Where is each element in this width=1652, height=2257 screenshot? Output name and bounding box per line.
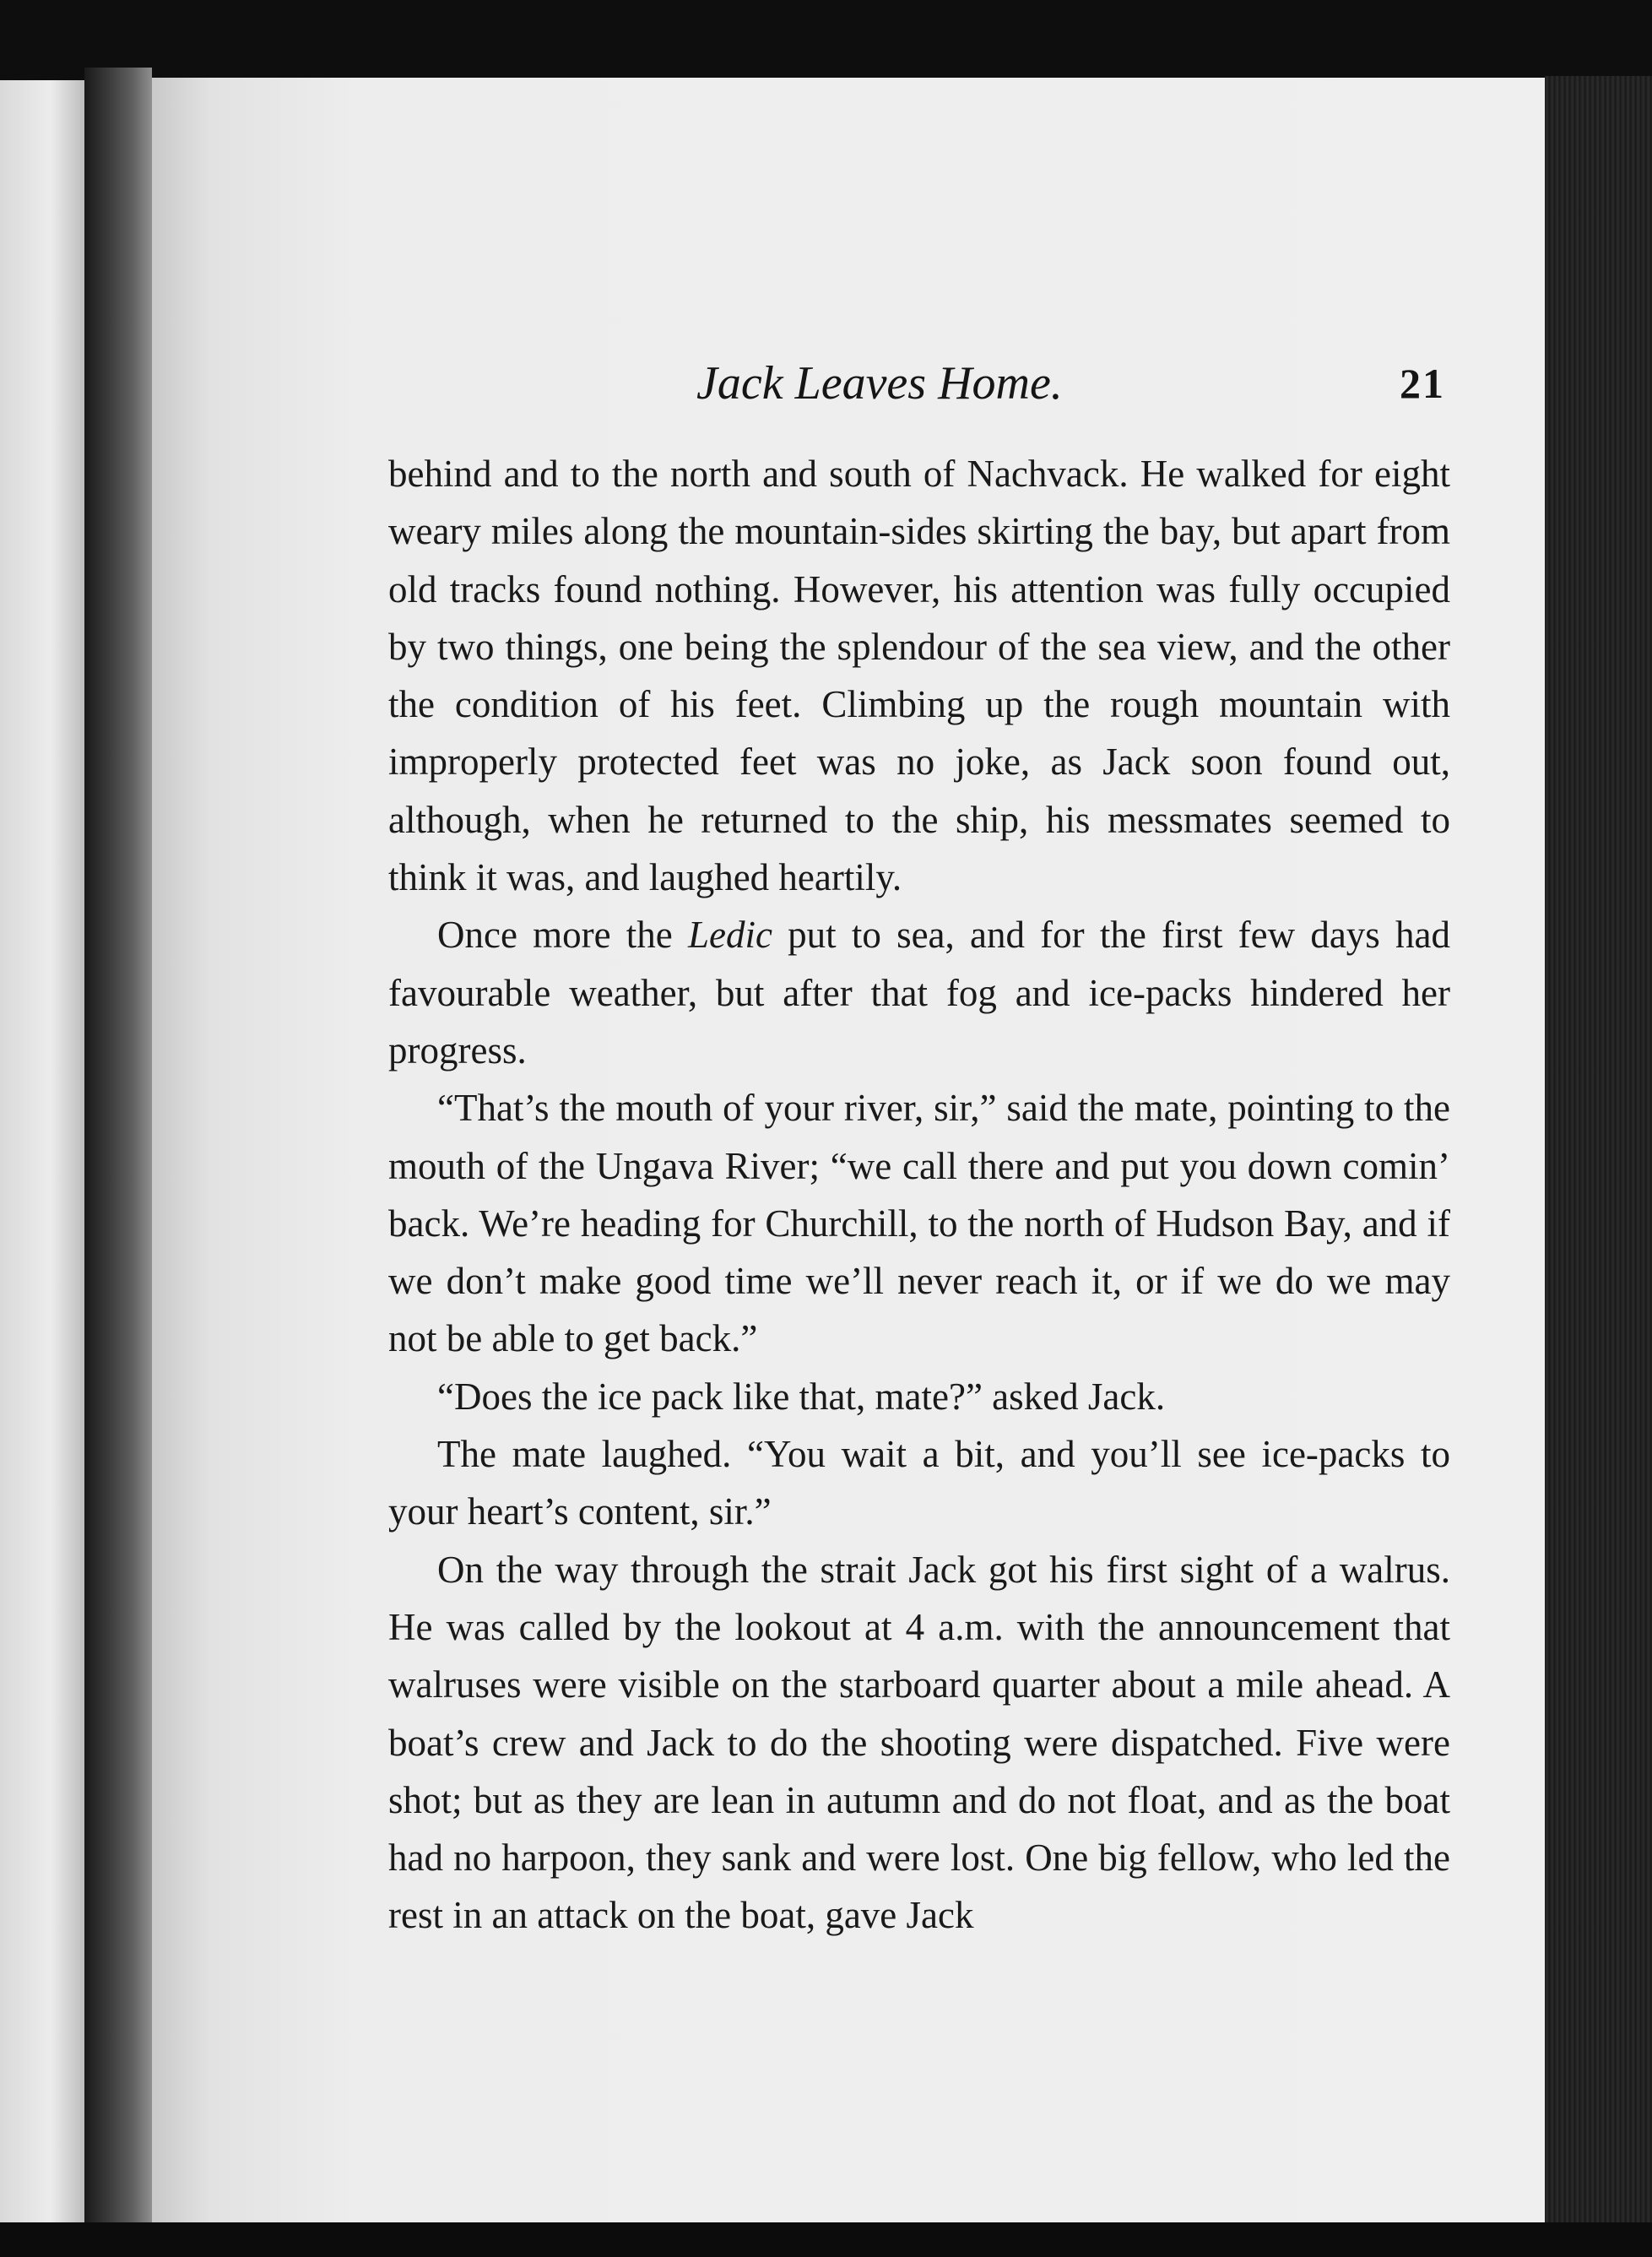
facing-page-edge [0, 80, 84, 2233]
paragraph: On the way through the strait Jack got his first sight of a walrus. He was called by the lookout at 4 a.m. with the announcement that walruses were visible on the starboard quarter about a mile ahead. A boat’s crew and Jack to do the shooting were dispatched. Five were shot; but as they are lean in autumn and do not float, and as the boat had no harpoon, they sank and were lost. One big fellow, who led the rest in an attack on the boat, gave Jack [388, 1548, 1450, 1937]
paragraph: Once more the Ledic put to sea, and for the first few days had favourable weather, but after that fog and ice-packs hindered her progress. [388, 914, 1450, 1072]
page-number: 21 [1400, 360, 1445, 407]
book-gutter-shadow [84, 68, 152, 2229]
paragraph: “That’s the mouth of your river, sir,” said the mate, pointing to the mouth of the Ungava River; “we call there and put you down comin’ back. We’re heading for Churchill, to the north of Hudson Bay, and if we don’t make good time we’ll never reach it, or if we do we may not be able to get back.” [388, 1087, 1450, 1360]
body-text [388, 445, 1450, 1945]
scan-bottom-border [0, 2222, 1652, 2257]
paragraph: “Does the ice pack like that, mate?” asked Jack. [437, 1375, 1166, 1418]
page-stack-edge [1545, 76, 1652, 2225]
running-title: Jack Leaves Home. [696, 357, 1063, 410]
ship-name: Ledic [687, 914, 772, 957]
running-head [152, 356, 1445, 415]
paragraph: The mate laughed. “You wait a bit, and you’ll see ice-packs to your heart’s content, sir.” [388, 1433, 1450, 1533]
book-page [152, 78, 1545, 2222]
scan-top-border [0, 0, 1652, 84]
paragraph: behind and to the north and south of Nachvack. He walked for eight weary miles along the mountain-sides skirting the bay, but apart from old tracks found nothing. However, his attention was fully occupied by two things, one being the splendour of the sea view, and the other the condition of his feet. Climbing up the rough mountain with improperly protected feet was no joke, as Jack soon found out, although, when he returned to the ship, his messmates seemed to think it was, and laughed heartily. [388, 453, 1450, 899]
